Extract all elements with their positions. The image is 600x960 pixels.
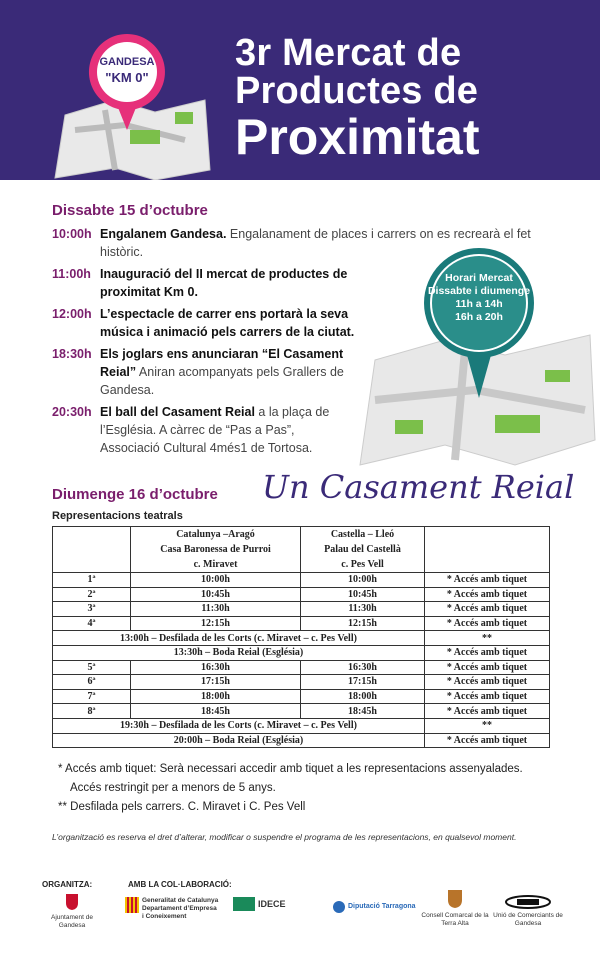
sunday-title: Diumenge 16 d’octubre <box>52 486 218 503</box>
logo-label: Ajuntament de Gandesa <box>51 914 93 929</box>
map-pin-icon <box>45 30 220 180</box>
table-cell: 18:45h <box>131 704 301 719</box>
venue1-street: c. Miravet <box>193 559 238 570</box>
schedule-body <box>53 573 550 748</box>
hours-morning: 11h a 14h <box>455 298 503 310</box>
event-item <box>52 403 352 457</box>
table-cell: 4ª <box>53 616 131 631</box>
logo-diputacio <box>333 901 416 913</box>
table-row <box>53 645 550 660</box>
table-row <box>53 718 550 733</box>
table-cell: 11:30h <box>131 602 301 617</box>
note-age: Accés restringit per a menors de 5 anys. <box>70 782 276 794</box>
event-desc <box>100 305 372 341</box>
event-desc <box>100 403 352 457</box>
logo-label: Unió de Comerciants de Gandesa <box>493 912 563 927</box>
table-row <box>53 733 550 748</box>
logo-label: Generalitat de Catalunya Departament d’Empresa i Coneixement <box>142 897 219 920</box>
badge-line2: "KM 0" <box>105 70 149 85</box>
table-cell: 10:45h <box>301 587 425 602</box>
venue2-place: Palau del Castellà <box>324 544 401 555</box>
organitza-label: ORGANITZA: <box>42 880 93 889</box>
shield-icon <box>65 893 79 911</box>
table-row <box>53 631 550 646</box>
flag-icon <box>125 897 139 913</box>
note-ticket: * Accés amb tiquet: Serà necessari accedir amb tiquet a les representacions assenyalades. <box>58 763 523 775</box>
logo-label: IDECE <box>258 899 286 909</box>
table-cell: * Accés amb tiquet <box>425 602 550 617</box>
title-line2: Productes de <box>235 70 479 112</box>
table-header-row <box>53 527 550 573</box>
table-header-cell <box>301 527 425 573</box>
table-cell: 10:45h <box>131 587 301 602</box>
table-cell: 16:30h <box>301 660 425 675</box>
logo-ajuntament <box>42 893 102 930</box>
disclaimer: L’organització es reserva el dret d’alterar, modificar o suspendre el programa de les representacions, en qualsevol moment. <box>52 832 517 842</box>
event-time: 20:30h <box>52 405 92 419</box>
table-row <box>53 689 550 704</box>
casament-title: Un Casament Reial <box>262 468 575 506</box>
title-line3: Proximitat <box>235 109 480 165</box>
venue2-street: c. Pes Vell <box>341 559 384 570</box>
table-cell: 1ª <box>53 573 131 588</box>
table-cell: ** <box>425 718 550 733</box>
event-time: 18:30h <box>52 347 92 361</box>
event-item <box>52 305 372 341</box>
table-cell: * Accés amb tiquet <box>425 733 550 748</box>
idece-icon <box>233 897 255 911</box>
logo-consell <box>420 889 490 928</box>
title-line1: 3r Mercat de <box>235 32 462 74</box>
event-title: Els joglars ens anunciaran “El Casament Reial” <box>100 347 344 379</box>
table-cell: 18:00h <box>301 689 425 704</box>
table-cell: * Accés amb tiquet <box>425 704 550 719</box>
table-cell: 13:00h – Desfilada de les Corts (c. Miravet – c. Pes Vell) <box>53 631 425 646</box>
hours-afternoon: 16h a 20h <box>455 311 503 323</box>
table-cell: 2ª <box>53 587 131 602</box>
event-desc <box>100 265 352 301</box>
table-cell: 10:00h <box>301 573 425 588</box>
saturday-title: Dissabte 15 d’octubre <box>52 202 208 219</box>
note-parade: ** Desfilada pels carrers. C. Miravet i C. Pes Vell <box>58 801 306 813</box>
venue1-region: Catalunya –Aragó <box>176 529 255 540</box>
shield-icon <box>447 889 463 909</box>
event-time: 11:00h <box>52 267 91 281</box>
event-time: 12:00h <box>52 307 92 321</box>
table-cell: 18:45h <box>301 704 425 719</box>
logo-label: Consell Comarcal de la Terra Alta <box>421 912 489 927</box>
table-cell <box>53 527 131 573</box>
table-cell: * Accés amb tiquet <box>425 616 550 631</box>
table-cell: 20:00h – Boda Reial (Església) <box>53 733 425 748</box>
table-row <box>53 616 550 631</box>
table-cell: * Accés amb tiquet <box>425 587 550 602</box>
logo-label: Diputació Tarragona <box>348 903 416 910</box>
table-cell: 11:30h <box>301 602 425 617</box>
table-cell: 19:30h – Desfilada de les Corts (c. Miravet – c. Pes Vell) <box>53 718 425 733</box>
representations-label: Representacions teatrals <box>52 510 183 522</box>
table-row <box>53 587 550 602</box>
logo-comerciants <box>488 895 568 928</box>
hours-days: Dissabte i diumenge <box>427 285 531 297</box>
table-cell: * Accés amb tiquet <box>425 675 550 690</box>
event-text: Aniran acompanyats pels Grallers de Gandesa. <box>100 365 344 397</box>
page-title <box>235 32 595 165</box>
collaboration-label: AMB LA COL·LABORACIÓ: <box>128 880 232 889</box>
logo-generalitat <box>125 897 220 921</box>
event-item <box>52 265 352 301</box>
event-item <box>52 345 372 399</box>
header-banner <box>0 0 600 180</box>
event-time: 10:00h <box>52 227 92 241</box>
comerciants-icon <box>505 895 551 909</box>
table-cell: 10:00h <box>131 573 301 588</box>
event-desc <box>100 345 372 399</box>
table-cell: 13:30h – Boda Reial (Església) <box>53 645 425 660</box>
market-hours <box>422 272 536 324</box>
event-text: a la plaça de l’Església. A càrrec de “Pas a Pas”, Associació Cultural 4més1 de Tortosa. <box>100 405 330 455</box>
table-cell: ** <box>425 631 550 646</box>
table-cell: * Accés amb tiquet <box>425 645 550 660</box>
table-cell: 8ª <box>53 704 131 719</box>
table-cell: 17:15h <box>131 675 301 690</box>
table-cell: * Accés amb tiquet <box>425 660 550 675</box>
logo-idece <box>233 897 286 911</box>
table-cell: 5ª <box>53 660 131 675</box>
table-row <box>53 602 550 617</box>
table-cell: 12:15h <box>131 616 301 631</box>
table-row <box>53 660 550 675</box>
table-cell: 3ª <box>53 602 131 617</box>
schedule-table <box>52 526 550 748</box>
notes <box>58 760 523 817</box>
table-cell: 18:00h <box>131 689 301 704</box>
event-title: Engalanem Gandesa. <box>100 227 227 241</box>
table-cell: 17:15h <box>301 675 425 690</box>
table-cell: 16:30h <box>131 660 301 675</box>
diputacio-icon <box>333 901 345 913</box>
table-header-cell <box>131 527 301 573</box>
venue2-region: Castella – Lleó <box>330 529 395 540</box>
event-title: Inauguració del II mercat de productes de proximitat Km 0. <box>100 267 348 299</box>
table-row <box>53 704 550 719</box>
table-cell: 6ª <box>53 675 131 690</box>
venue1-place: Casa Baronessa de Purroi <box>160 544 271 555</box>
event-title: L’espectacle de carrer ens portarà la seva música i animació pels carrers de la ciutat. <box>100 307 355 339</box>
badge-line1: GANDESA <box>99 56 155 68</box>
table-cell <box>425 527 550 573</box>
table-cell: 12:15h <box>301 616 425 631</box>
table-row <box>53 573 550 588</box>
table-cell: * Accés amb tiquet <box>425 689 550 704</box>
event-title: El ball del Casament Reial <box>100 405 255 419</box>
table-cell: * Accés amb tiquet <box>425 573 550 588</box>
event-text: Engalanament de places i carrers on es recrearà el fet històric. <box>100 227 531 259</box>
table-row <box>53 675 550 690</box>
hours-title: Horari Mercat <box>445 272 513 284</box>
table-cell: 7ª <box>53 689 131 704</box>
